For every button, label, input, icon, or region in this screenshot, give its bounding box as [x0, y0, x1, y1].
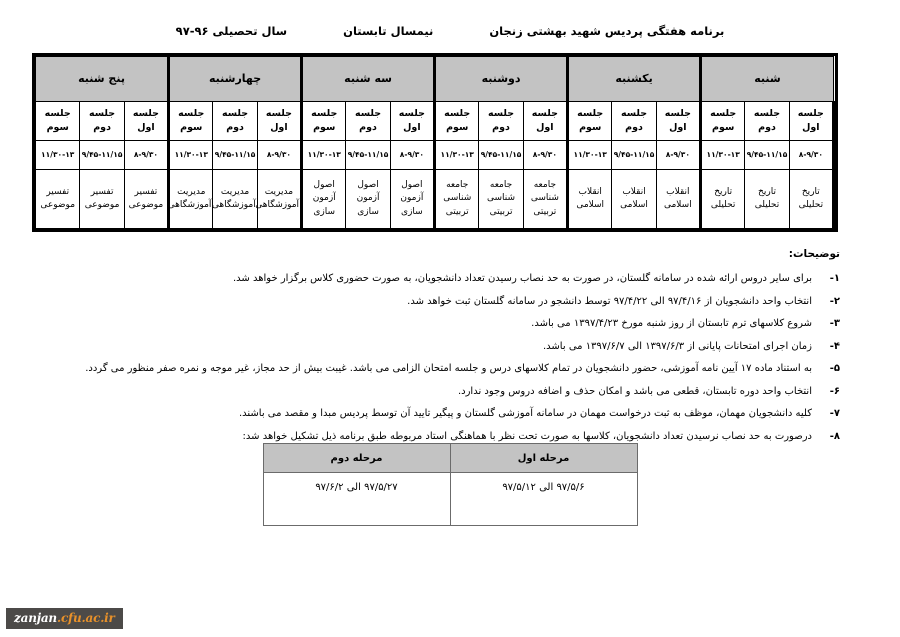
session-header: جلسه دوم [479, 102, 523, 141]
page-title-academic-year: سال تحصیلی ۹۶-۹۷ [175, 24, 288, 38]
note-text: برای سایر دروس ارائه شده در سامانه گلستان، در صورت به حد نصاب رسیدن تعداد دانشجویان، به صورت حضوری کلاس برگزار خواهد شد. [233, 273, 812, 284]
notes-section [28, 248, 840, 452]
session-time: ۹/۴۵-۱۱/۱۵ [213, 141, 257, 170]
page-title-institution: برنامه هفتگی پردیس شهید بهشتی زنجان [489, 24, 725, 38]
session-header: جلسه سوم [36, 102, 80, 141]
schedule-time-row [36, 141, 834, 170]
note-item [28, 362, 840, 376]
day-header-sunday: یکشنبه [568, 57, 701, 102]
page-header [0, 18, 900, 44]
note-number: ۱- [829, 273, 840, 284]
session-header: جلسه دوم [80, 102, 124, 141]
session-header: جلسه سوم [435, 102, 479, 141]
session-time: ۹/۴۵-۱۱/۱۵ [80, 141, 124, 170]
course-cell: تاریخ تحلیلی [745, 170, 789, 229]
watermark-site-name: zanjan [14, 611, 57, 625]
day-header-saturday: شنبه [701, 57, 834, 102]
session-header: جلسه دوم [213, 102, 257, 141]
course-cell: اصول آزمون سازی [346, 170, 390, 229]
session-time: ۸-۹/۳۰ [257, 141, 301, 170]
session-header: جلسه اول [523, 102, 567, 141]
course-cell: تاریخ تحلیلی [789, 170, 833, 229]
session-header: جلسه سوم [302, 102, 346, 141]
session-time: ۹/۴۵-۱۱/۱۵ [612, 141, 656, 170]
session-time: ۸-۹/۳۰ [656, 141, 700, 170]
session-header: جلسه سوم [701, 102, 745, 141]
course-cell: اصول آزمون سازی [302, 170, 346, 229]
session-header: جلسه دوم [745, 102, 789, 141]
note-number: ۵- [829, 363, 840, 374]
note-number: ۶- [829, 385, 840, 397]
weekly-schedule-table [32, 53, 838, 232]
session-time: ۹/۴۵-۱۱/۱۵ [479, 141, 523, 170]
session-header: جلسه اول [390, 102, 434, 141]
session-time: ۱۱/۳۰-۱۳ [36, 141, 80, 170]
notes-title: توضیحات: [788, 248, 840, 260]
note-text: شروع کلاسهای ترم تابستان از روز شنبه مورخ ۱۳۹۷/۴/۲۳ می باشد. [531, 318, 812, 329]
session-time: ۸-۹/۳۰ [124, 141, 168, 170]
phases-table-wrapper [0, 443, 900, 526]
session-header: جلسه اول [257, 102, 301, 141]
watermark-domain-suffix: .cfu.ac.ir [56, 611, 115, 625]
course-cell: انقلاب اسلامی [612, 170, 656, 229]
course-cell: تفسیر موضوعی [80, 170, 124, 229]
session-time: ۱۱/۳۰-۱۳ [435, 141, 479, 170]
course-cell: تاریخ تحلیلی [701, 170, 745, 229]
notes-list [28, 272, 840, 443]
session-header: جلسه اول [656, 102, 700, 141]
note-item [28, 340, 840, 354]
course-cell: تفسیر موضوعی [36, 170, 80, 229]
note-item [28, 317, 840, 331]
note-item [28, 295, 840, 309]
note-item [28, 272, 840, 286]
session-time: ۱۱/۳۰-۱۳ [701, 141, 745, 170]
session-header: جلسه سوم [568, 102, 612, 141]
note-text: انتخاب واحد دانشجویان از ۹۷/۴/۱۶ الی ۹۷/۴/۲۲ توسط دانشجو در سامانه گلستان ثبت خواهد شد. [407, 295, 812, 307]
note-text: کلیه دانشجویان مهمان، موظف به ثبت درخواست مهمان در سامانه آموزشی گلستان و پیگیر تایید آن توسط پردیس مبدا و مقصد می باشند. [238, 408, 812, 419]
note-number: ۷- [829, 408, 840, 419]
session-time: ۸-۹/۳۰ [789, 141, 833, 170]
note-number: ۳- [829, 318, 840, 329]
page-title-term: نیمسال تابستان [343, 24, 434, 38]
phase-header-first: مرحله اول [450, 444, 637, 473]
note-item [28, 407, 840, 421]
session-time: ۱۱/۳۰-۱۳ [302, 141, 346, 170]
session-time: ۹/۴۵-۱۱/۱۵ [745, 141, 789, 170]
phase-value-first: ۹۷/۵/۶ الی ۹۷/۵/۱۲ [450, 473, 637, 526]
course-cell: انقلاب اسلامی [568, 170, 612, 229]
phase-value-second: ۹۷/۵/۲۷ الی ۹۷/۶/۲ [263, 473, 450, 526]
note-text: درصورت به حد نصاب نرسیدن تعداد دانشجویان، کلاسها به صورت تحت نظر با هماهنگی استاد مربوطه طبق برنامه ذیل تشکیل خواهد شد: [242, 430, 812, 442]
day-header-monday: دوشنبه [435, 57, 568, 102]
session-header: جلسه اول [789, 102, 833, 141]
session-time: ۱۱/۳۰-۱۳ [169, 141, 213, 170]
session-header: جلسه دوم [612, 102, 656, 141]
session-time: ۸-۹/۳۰ [523, 141, 567, 170]
note-text: زمان اجرای امتحانات پایانی از ۱۳۹۷/۶/۳ الی ۱۳۹۷/۶/۷ می باشد. [543, 340, 812, 352]
session-time: ۸-۹/۳۰ [390, 141, 434, 170]
course-cell: جامعه شناسی تربیتی [479, 170, 523, 229]
phase-header-second: مرحله دوم [263, 444, 450, 473]
course-cell: جامعه شناسی تربیتی [523, 170, 567, 229]
session-time: ۱۱/۳۰-۱۳ [568, 141, 612, 170]
course-cell: اصول آزمون سازی [390, 170, 434, 229]
schedule-grid [35, 56, 835, 229]
course-cell: مدیریت آموزشگاهی [257, 170, 301, 229]
session-header: جلسه اول [124, 102, 168, 141]
day-header-tuesday: سه شنبه [302, 57, 435, 102]
session-time: ۹/۴۵-۱۱/۱۵ [346, 141, 390, 170]
course-cell: تفسیر موضوعی [124, 170, 168, 229]
day-header-wednesday: چهارشنبه [169, 57, 302, 102]
course-cell: مدیریت آموزشگاهی [169, 170, 213, 229]
phases-value-row [263, 473, 637, 526]
note-number: ۲- [829, 295, 840, 307]
note-number: ۸- [829, 430, 840, 442]
note-text: انتخاب واحد دوره تابستان، قطعی می باشد و امکان حذف و اضافه دروس وجود ندارد. [457, 385, 812, 397]
schedule-day-header-row [36, 57, 834, 102]
session-header: جلسه سوم [169, 102, 213, 141]
course-cell: جامعه شناسی تربیتی [435, 170, 479, 229]
phases-table [263, 443, 638, 526]
site-watermark [6, 608, 123, 629]
note-item [28, 430, 840, 444]
note-item [28, 385, 840, 399]
session-header: جلسه دوم [346, 102, 390, 141]
schedule-course-row [36, 170, 834, 229]
phases-header-row [263, 444, 637, 473]
note-text: به استناد ماده ۱۷ آیین نامه آموزشی، حضور دانشجویان در تمام کلاسهای درس و جلسه امتحان الزامی می باشد. غیبت بیش از حد مجاز، غیر موجه و نمره صفر منظور می گردد. [85, 363, 812, 374]
day-header-thursday: پنج شنبه [36, 57, 169, 102]
course-cell: انقلاب اسلامی [656, 170, 700, 229]
course-cell: مدیریت آموزشگاهی [213, 170, 257, 229]
schedule-session-header-row [36, 102, 834, 141]
note-number: ۴- [829, 340, 840, 352]
